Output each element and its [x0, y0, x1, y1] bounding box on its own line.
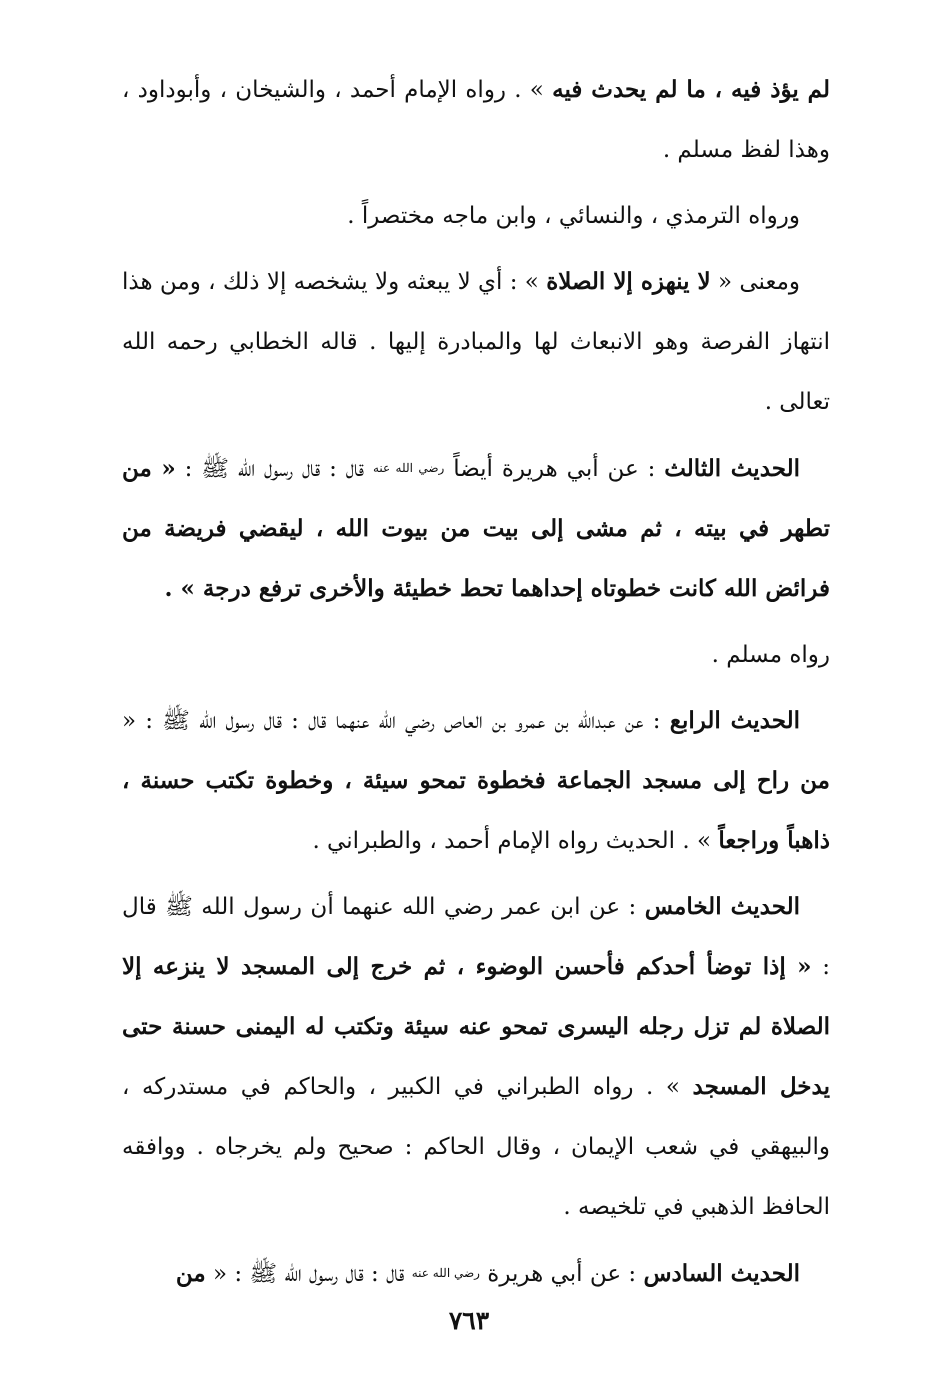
- hadith-6-intro: : عن أبي هريرة: [479, 1261, 644, 1287]
- narration-note: ورواه الترمذي ، والنسائي ، وابن ماجه مختصراً .: [347, 203, 800, 229]
- hadith-6-intro-2: قال : قال رسول الله ﷺ : «: [205, 1261, 412, 1287]
- honorific-glyph: رضي الله عنه: [372, 461, 445, 475]
- hadith-4: [122, 691, 830, 871]
- hadith-source: » . رواه الإمام أحمد ، والشيخان ، وأبوداود ، وهذا لفظ مسلم .: [122, 77, 830, 163]
- hadith-3-title: الحديث الثالث: [664, 455, 801, 482]
- hadith-3: [122, 438, 830, 619]
- hadith-3-intro-2: قال : قال رسول الله ﷺ :: [184, 456, 373, 482]
- hadith-3-quote: « من تطهر في بيته ، ثم مشى إلى بيت من بيوت الله ، ليقضي فريضة من فرائض الله كانت خطوتاه إحداهما تحط خطيئة والأخرى ترفع درجة » .: [122, 455, 830, 602]
- hadith-quote-end: لم يؤذ فيه ، ما لم يحدث فيه: [552, 76, 830, 103]
- page-number: ٧٦٣: [448, 1306, 490, 1335]
- hadith-5-quote: « إذا توضأ أحدكم فأحسن الوضوء ، ثم خرج إلى المسجد لا ينزعه إلا الصلاة لم تزل رجله اليسرى تمحو عنه سيئة وتكتب له اليمنى حسنة حتى يدخل المسجد: [122, 953, 830, 1100]
- hadith-6-quote: من: [175, 1260, 206, 1287]
- meaning-explanation: » : أي لا يبعثه ولا يشخصه إلا ذلك ، ومن هذا انتهاز الفرصة وهو الانبعاث لها والمبادرة إليها . قاله الخطابي رحمه الله تعالى .: [122, 269, 830, 415]
- hadith-4-title: الحديث الرابع: [669, 707, 800, 734]
- hadith-5-title: الحديث الخامس: [644, 893, 800, 920]
- honorific-glyph: رضي الله عنه: [411, 1266, 480, 1280]
- hadith-5: [122, 877, 830, 1237]
- hadith-6-title: الحديث السادس: [643, 1260, 800, 1287]
- paragraph-2: [122, 186, 830, 246]
- page-body: [122, 60, 830, 1310]
- hadith-5-intro: : عن ابن عمر رضي الله عنهما أن رسول الله ﷺ قال :: [122, 894, 830, 980]
- hadith-3-intro: : عن أبي هريرة أيضاً: [444, 456, 665, 482]
- hadith-5-source: » . رواه الطبراني في الكبير ، والحاكم في مستدركه ، والبيهقي في شعب الإيمان ، وقال الحاكم : صحيح ولم يخرجاه . ووافقه الحافظ الذهبي في تلخيصه .: [122, 1074, 830, 1220]
- hadith-4-source: » . الحديث رواه الإمام أحمد ، والطبراني .: [312, 828, 719, 854]
- hadith-4-intro: : عن عبدالله بن عمرو بن العاص رضي الله عنهما قال : قال رسول الله ﷺ : «: [122, 708, 670, 734]
- explained-phrase: لا ينهزه إلا الصلاة: [546, 268, 711, 295]
- meaning-intro: ومعنى «: [710, 269, 800, 295]
- hadith-3-source: رواه مسلم .: [711, 642, 830, 668]
- paragraph-3: [122, 252, 830, 432]
- hadith-3-source-line: [122, 625, 830, 685]
- hadith-4-quote: من راح إلى مسجد الجماعة فخطوة تمحو سيئة ، وخطوة تكتب حسنة ، ذاهباً وراجعاً: [122, 767, 830, 854]
- paragraph-1: [122, 60, 830, 180]
- hadith-6: [122, 1243, 830, 1304]
